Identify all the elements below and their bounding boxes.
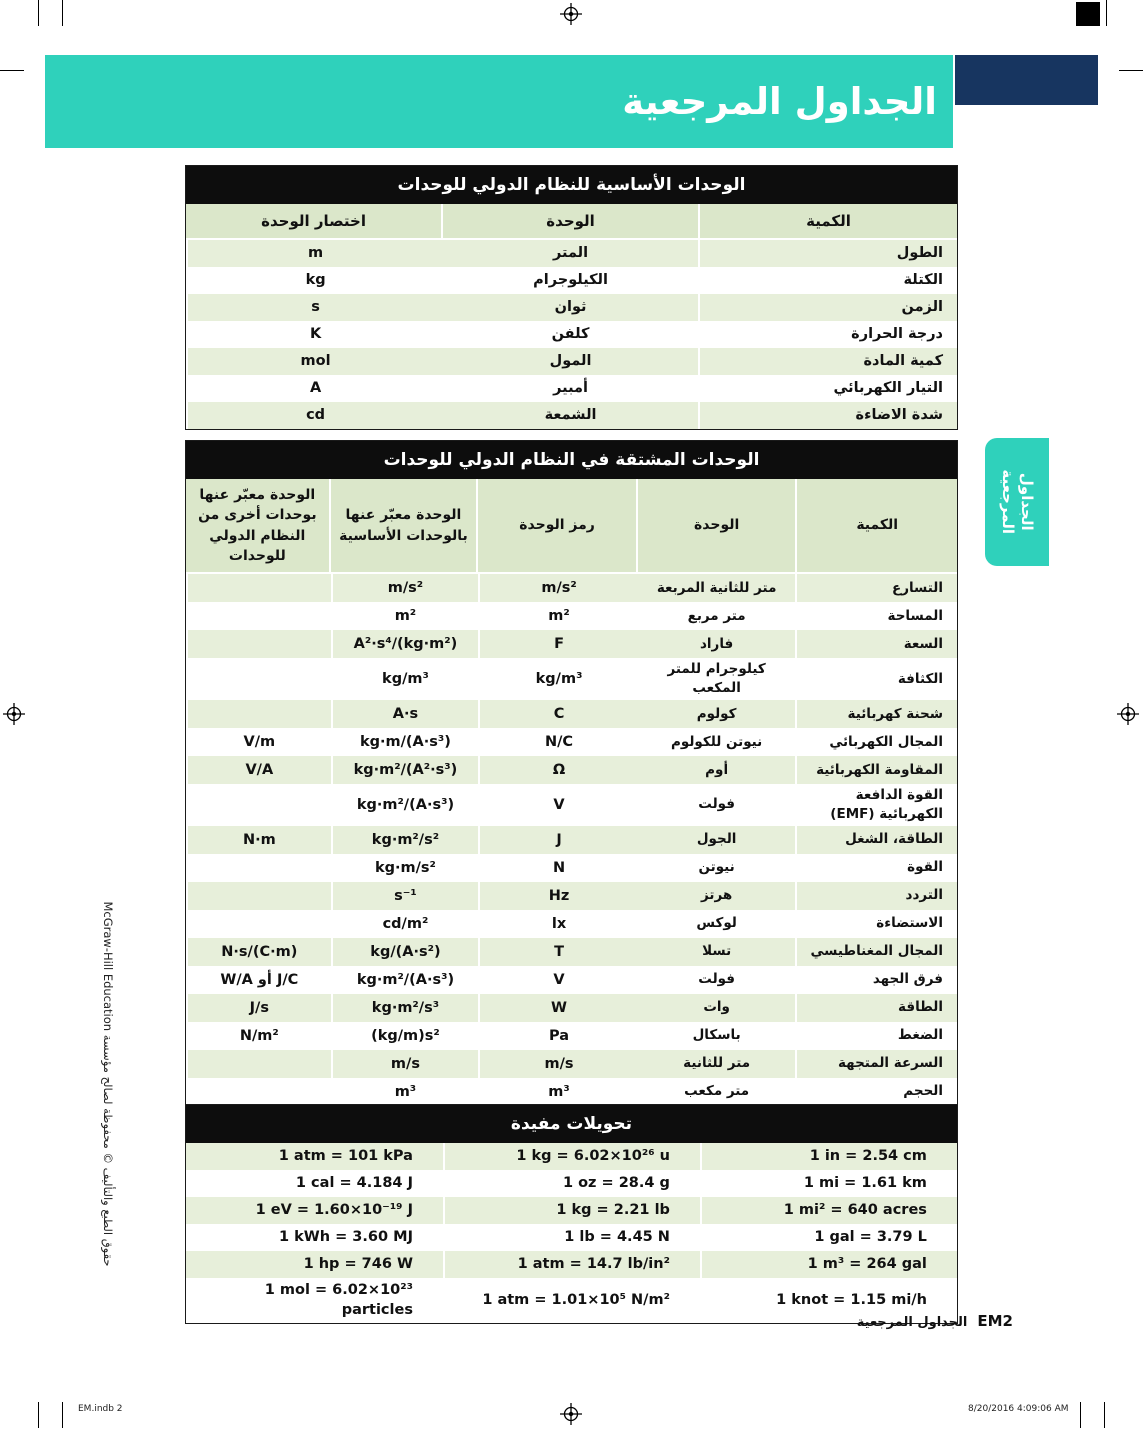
unit-cell: متر مربع xyxy=(638,602,798,630)
quantity-cell: درجة الحرارة xyxy=(851,326,943,343)
conversion-cell: 1 atm = 101 kPa xyxy=(278,1148,413,1165)
unit-symbol-cell: Pa xyxy=(478,1022,638,1050)
unit-abbr-cell: kg xyxy=(186,267,443,294)
derived-units-table xyxy=(185,440,958,1107)
unit-cell: فولت xyxy=(638,966,798,994)
unit-symbol-cell: lx xyxy=(478,910,638,938)
other-units-cell: J/s xyxy=(186,994,331,1022)
quantity-cell: المساحة xyxy=(887,607,943,624)
quantity-cell: القوة الدافعة الكهربائية (EMF) xyxy=(830,786,943,822)
print-file-label: EM.indb 2 xyxy=(78,1404,123,1414)
page-title: الجداول المرجعية xyxy=(622,80,937,123)
unit-cell: كولوم xyxy=(638,700,798,728)
conversions-rows xyxy=(186,1143,957,1323)
registration-mark-top xyxy=(560,3,582,25)
conversion-cell: 1 mi² = 640 acres xyxy=(700,1197,957,1224)
other-units-cell xyxy=(186,574,331,602)
conversion-cell: 1 atm = 14.7 lb/in² xyxy=(443,1251,700,1278)
base-units-cell: kg·m/s² xyxy=(331,854,479,882)
base-units-cell: kg/m³ xyxy=(331,658,479,700)
conversion-cell: 1 m³ = 264 gal xyxy=(700,1251,957,1278)
base-unit-row xyxy=(186,375,957,402)
unit-cell: متر مكعب xyxy=(638,1078,798,1106)
quantity-cell: فرق الجهد xyxy=(872,971,943,988)
conversion-cell: 1 cal = 4.184 J xyxy=(295,1175,413,1192)
conversion-cell: 1 eV = 1.60×10⁻¹⁹ J xyxy=(255,1202,413,1219)
base-units-cell: kg·m²/s³ xyxy=(331,994,479,1022)
unit-symbol-cell: J xyxy=(478,826,638,854)
quantity-cell: الزمن xyxy=(901,299,943,316)
registration-mark-left xyxy=(3,703,25,725)
side-tab-reference-tables xyxy=(985,438,1049,566)
quantity-cell: شحنة كهربائية xyxy=(847,705,943,722)
derived-unit-row xyxy=(186,658,957,700)
unit-symbol-cell: m³ xyxy=(478,1078,638,1106)
derived-unit-row xyxy=(186,630,957,658)
base-unit-row xyxy=(186,348,957,375)
base-units-rows xyxy=(186,240,957,429)
derived-unit-row xyxy=(186,574,957,602)
unit-abbr-cell: m xyxy=(186,240,443,267)
unit-cell: الكيلوجرام xyxy=(443,267,700,294)
corner-navy-block xyxy=(955,55,1098,105)
quantity-cell: التيار الكهربائي xyxy=(833,380,943,397)
header-unit-abbr: اختصار الوحدة xyxy=(186,204,443,238)
base-unit-row xyxy=(186,294,957,321)
header-unit-symbol: رمز الوحدة xyxy=(478,479,638,572)
derived-unit-row xyxy=(186,966,957,994)
unit-abbr-cell: mol xyxy=(186,348,443,375)
base-units-cell: kg·m/(A·s³) xyxy=(331,728,479,756)
unit-symbol-cell: m/s xyxy=(478,1050,638,1078)
base-units-header-row xyxy=(186,204,957,240)
base-unit-row xyxy=(186,267,957,294)
unit-abbr-cell: s xyxy=(186,294,443,321)
unit-cell: نيوتن xyxy=(638,854,798,882)
quantity-cell: التردد xyxy=(905,887,943,904)
other-units-cell xyxy=(186,630,331,658)
unit-cell: متر للثانية xyxy=(638,1050,798,1078)
base-units-cell: kg·m²/s² xyxy=(331,826,479,854)
other-units-cell xyxy=(186,882,331,910)
derived-units-rows xyxy=(186,574,957,1106)
other-units-cell: W/A أو J/C xyxy=(186,966,331,994)
quantity-cell: المجال الكهربائي xyxy=(829,733,943,750)
quantity-cell: كمية المادة xyxy=(863,353,943,370)
header-quantity: الكمية xyxy=(806,211,851,230)
quantity-cell: الطاقة، الشغل xyxy=(845,831,943,848)
quantity-cell: الحجم xyxy=(903,1083,943,1100)
derived-units-table-title: الوحدات المشتقة في النظام الدولي للوحدات xyxy=(186,441,957,479)
other-units-cell xyxy=(186,784,331,826)
base-units-cell: m/s² xyxy=(331,574,479,602)
quantity-cell: الكثافة xyxy=(897,670,943,687)
base-units-cell: m² xyxy=(331,602,479,630)
unit-symbol-cell: Ω xyxy=(478,756,638,784)
quantity-cell: الطول xyxy=(896,245,943,262)
conversion-row xyxy=(186,1197,957,1224)
quantity-cell: الاستضاءة xyxy=(876,915,943,932)
other-units-cell xyxy=(186,854,331,882)
quantity-cell: شدة الاضاءة xyxy=(855,407,943,424)
unit-cell: نيوتن للكولوم xyxy=(638,728,798,756)
unit-cell: هرتز xyxy=(638,882,798,910)
conversion-cell: 1 gal = 3.79 L xyxy=(700,1224,957,1251)
other-units-cell: V/A xyxy=(186,756,331,784)
page-footer xyxy=(855,1312,1013,1330)
crop-mark xyxy=(62,0,63,26)
conversion-cell: 1 mol = 6.02×10²³ particles xyxy=(264,1282,413,1319)
footer-section-label: الجداول المرجعية xyxy=(856,1315,968,1330)
unit-cell: الجول xyxy=(638,826,798,854)
derived-unit-row xyxy=(186,910,957,938)
unit-cell: أوم xyxy=(638,756,798,784)
conversion-row xyxy=(186,1224,957,1251)
derived-unit-row xyxy=(186,756,957,784)
header-other-units: الوحدة معبّر عنها بوحدات أخرى من النظام الدولي للوحدات xyxy=(186,479,331,572)
unit-cell: فولت xyxy=(638,784,798,826)
unit-cell: الشمعة xyxy=(443,402,700,429)
copyright-sidebar-text: حقوق الطبع والتأليف © محفوظة لصالح مؤسسة McGraw-Hill Education xyxy=(101,901,115,1267)
quantity-cell: الكتلة xyxy=(903,272,943,289)
unit-symbol-cell: Hz xyxy=(478,882,638,910)
conversion-cell: 1 oz = 28.4 g xyxy=(443,1170,700,1197)
quantity-cell: القوة xyxy=(907,859,943,876)
conversion-cell: 1 hp = 746 W xyxy=(303,1256,413,1273)
side-tab-label: الجداول المرجعية xyxy=(999,469,1036,535)
other-units-cell: N·s/(C·m) xyxy=(186,938,331,966)
derived-unit-row xyxy=(186,882,957,910)
derived-unit-row xyxy=(186,728,957,756)
base-unit-row xyxy=(186,240,957,267)
base-unit-row xyxy=(186,321,957,348)
crop-mark xyxy=(0,70,24,71)
derived-unit-row xyxy=(186,1050,957,1078)
conversion-cell: 1 knot = 1.15 mi/h xyxy=(700,1278,957,1323)
other-units-cell xyxy=(186,602,331,630)
base-units-cell: kg/(A·s²) xyxy=(331,938,479,966)
base-units-cell: s⁻¹ xyxy=(331,882,479,910)
quantity-cell: السعة xyxy=(903,635,943,652)
unit-symbol-cell: W xyxy=(478,994,638,1022)
unit-cell: وات xyxy=(638,994,798,1022)
conversion-cell: 1 atm = 1.01×10⁵ N/m² xyxy=(443,1278,700,1323)
crop-mark xyxy=(1119,70,1143,71)
base-units-cell: A²·s⁴/(kg·m²) xyxy=(331,630,479,658)
crop-mark xyxy=(62,1402,63,1428)
unit-cell: المول xyxy=(443,348,700,375)
header-base-units: الوحدة معبّر عنها بالوحدات الأساسية xyxy=(331,479,479,572)
derived-unit-row xyxy=(186,602,957,630)
crop-mark xyxy=(1104,1402,1105,1428)
unit-abbr-cell: cd xyxy=(186,402,443,429)
unit-cell: ثوان xyxy=(443,294,700,321)
unit-cell: المتر xyxy=(443,240,700,267)
other-units-cell xyxy=(186,658,331,700)
unit-symbol-cell: N/C xyxy=(478,728,638,756)
derived-unit-row xyxy=(186,700,957,728)
unit-abbr-cell: A xyxy=(186,375,443,402)
conversion-cell: 1 mi = 1.61 km xyxy=(700,1170,957,1197)
unit-symbol-cell: m/s² xyxy=(478,574,638,602)
crop-mark xyxy=(1080,1402,1081,1428)
base-units-cell: kg·m²/(A²·s³) xyxy=(331,756,479,784)
base-units-cell: kg·m²/(A·s³) xyxy=(331,966,479,994)
quantity-cell: السرعة المتجهة xyxy=(837,1055,943,1072)
derived-units-header-row xyxy=(186,479,957,574)
unit-symbol-cell: V xyxy=(478,784,638,826)
footer-page-number: EM2 xyxy=(977,1312,1013,1330)
quantity-cell: الطاقة xyxy=(898,999,943,1016)
base-units-cell: cd/m² xyxy=(331,910,479,938)
unit-cell: كلفن xyxy=(443,321,700,348)
conversion-cell: 1 kWh = 3.60 MJ xyxy=(278,1229,413,1246)
unit-cell: كيلوجرام للمتر المكعب xyxy=(638,658,798,700)
header-unit: الوحدة xyxy=(638,479,798,572)
conversion-cell: 1 in = 2.54 cm xyxy=(700,1143,957,1170)
other-units-cell xyxy=(186,1078,331,1106)
base-units-cell: A·s xyxy=(331,700,479,728)
unit-symbol-cell: N xyxy=(478,854,638,882)
base-units-cell: m/s xyxy=(331,1050,479,1078)
unit-symbol-cell: m² xyxy=(478,602,638,630)
conversions-table-title: تحويلات مفيدة xyxy=(186,1105,957,1143)
crop-mark xyxy=(1106,0,1107,26)
unit-cell: فاراد xyxy=(638,630,798,658)
quantity-cell: المجال المغناطيسي xyxy=(810,943,943,960)
quantity-cell: التسارع xyxy=(891,579,943,596)
derived-unit-row xyxy=(186,938,957,966)
quantity-cell: الضغط xyxy=(897,1027,943,1044)
unit-symbol-cell: kg/m³ xyxy=(478,658,638,700)
quantity-cell: المقاومة الكهربائية xyxy=(816,761,943,778)
other-units-cell: N·m xyxy=(186,826,331,854)
conversion-cell: 1 kg = 2.21 lb xyxy=(443,1197,700,1224)
unit-cell: تسلا xyxy=(638,938,798,966)
header-unit: الوحدة xyxy=(443,204,700,238)
registration-mark-right xyxy=(1117,703,1139,725)
base-units-cell: m³ xyxy=(331,1078,479,1106)
derived-unit-row xyxy=(186,784,957,826)
crop-mark xyxy=(38,0,39,26)
page-banner xyxy=(45,55,953,148)
derived-unit-row xyxy=(186,994,957,1022)
base-units-table-title: الوحدات الأساسية للنظام الدولي للوحدات xyxy=(186,166,957,204)
derived-unit-row xyxy=(186,1022,957,1050)
other-units-cell: V/m xyxy=(186,728,331,756)
unit-symbol-cell: T xyxy=(478,938,638,966)
unit-symbol-cell: F xyxy=(478,630,638,658)
other-units-cell xyxy=(186,700,331,728)
conversion-row xyxy=(186,1278,957,1323)
unit-cell: لوكس xyxy=(638,910,798,938)
base-units-table xyxy=(185,165,958,430)
header-quantity: الكمية xyxy=(856,517,899,534)
other-units-cell xyxy=(186,1050,331,1078)
print-timestamp: 8/20/2016 4:09:06 AM xyxy=(968,1404,1069,1414)
conversion-cell: 1 lb = 4.45 N xyxy=(443,1224,700,1251)
other-units-cell xyxy=(186,910,331,938)
unit-cell: أمبير xyxy=(443,375,700,402)
conversion-row xyxy=(186,1251,957,1278)
unit-abbr-cell: K xyxy=(186,321,443,348)
conversion-row xyxy=(186,1170,957,1197)
unit-cell: متر للثانية المربعة xyxy=(638,574,798,602)
crop-mark xyxy=(38,1402,39,1428)
unit-symbol-cell: V xyxy=(478,966,638,994)
other-units-cell: N/m² xyxy=(186,1022,331,1050)
derived-unit-row xyxy=(186,1078,957,1106)
conversion-row xyxy=(186,1143,957,1170)
base-unit-row xyxy=(186,402,957,429)
derived-unit-row xyxy=(186,826,957,854)
registration-mark-bottom xyxy=(560,1403,582,1425)
conversions-table xyxy=(185,1104,958,1324)
base-units-cell: kg·m²/(A·s³) xyxy=(331,784,479,826)
unit-symbol-cell: C xyxy=(478,700,638,728)
conversion-cell: 1 kg = 6.02×10²⁶ u xyxy=(443,1143,700,1170)
base-units-cell: (kg/m)s² xyxy=(331,1022,479,1050)
corner-print-block xyxy=(1076,2,1100,26)
unit-cell: باسكال xyxy=(638,1022,798,1050)
derived-unit-row xyxy=(186,854,957,882)
